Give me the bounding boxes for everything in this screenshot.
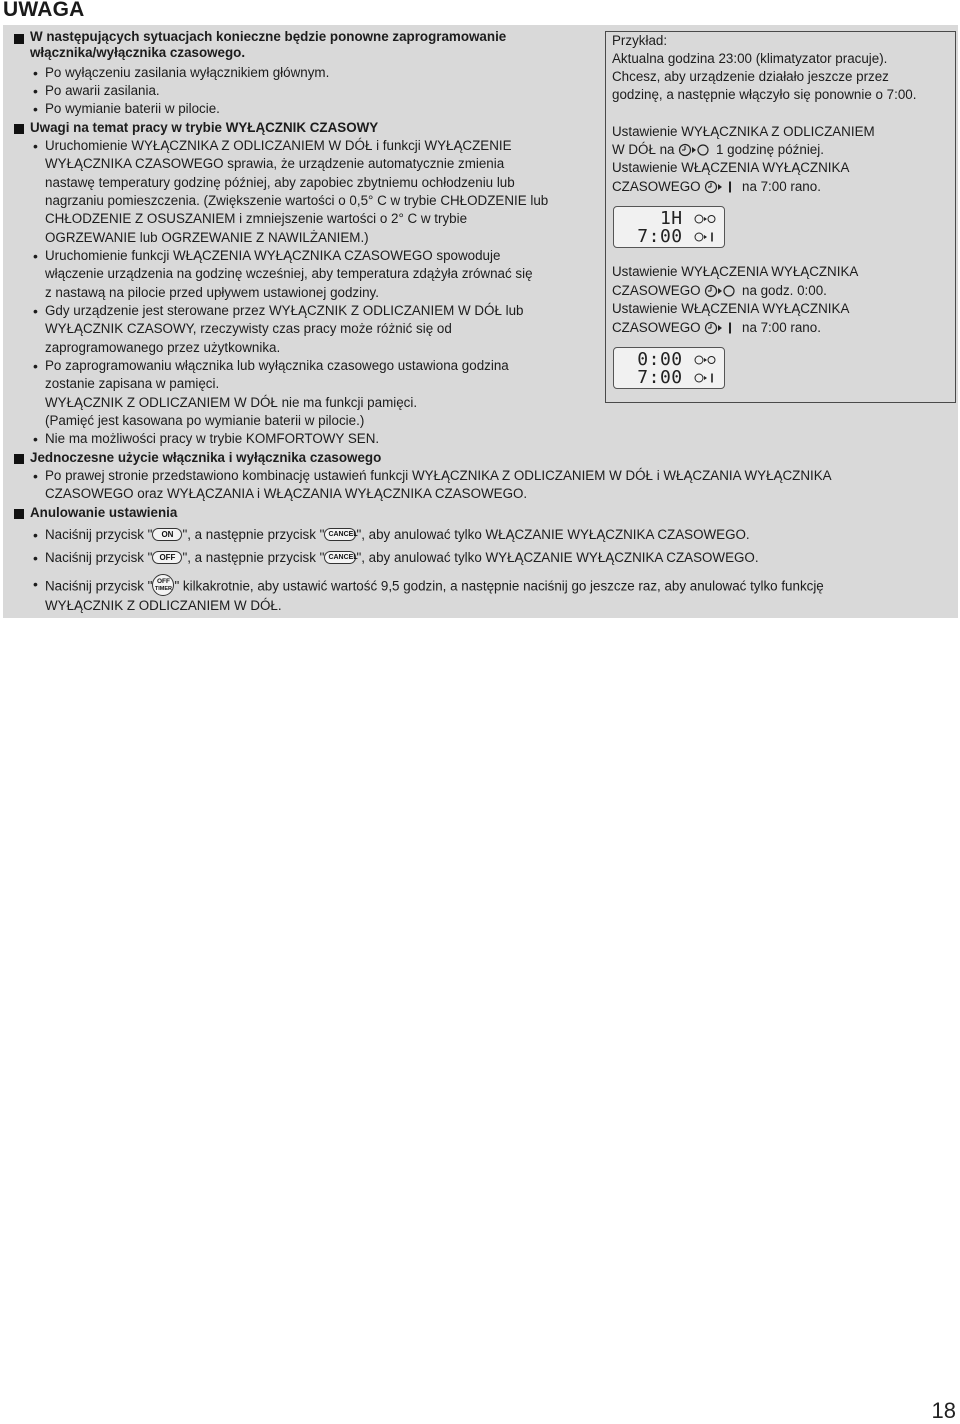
example-case2-line: Ustawienie WYŁĄCZENIA WYŁĄCZNIKA	[612, 264, 859, 279]
bullet-icon: •	[33, 101, 38, 117]
paragraph-line: Po zaprogramowaniu włącznika lub wyłącznika czasowego ustawiona godzina	[45, 358, 509, 373]
timer-off-icon	[678, 143, 712, 157]
cancel-instruction-off: Naciśnij przycisk " OFF ", a następnie przycisk " CANCEL", aby anulować tylko WYŁĄCZANIE WYŁĄCZNIKA CZASOWEGO.	[45, 550, 759, 565]
section2-heading: Uwagi na temat pracy w trybie WYŁĄCZNIK CZASOWY	[30, 120, 379, 135]
bullet-icon: •	[33, 576, 38, 592]
display-row: 1H	[660, 210, 716, 228]
paragraph-line: nagrzaniu pomieszczenia. (Zwiększenie wartości o 0,5° C w trybie CHŁODZENIE lub	[45, 193, 549, 208]
paragraph-line: Nie ma możliwości pracy w trybie KOMFORTOWY SEN.	[45, 431, 380, 446]
list-item: Po wyłączeniu zasilania wyłącznikiem głównym.	[45, 65, 330, 80]
example-intro-line: godzinę, a następnie włączyło się ponownie o 7:00.	[612, 87, 917, 102]
bullet-icon: •	[33, 358, 38, 374]
paragraph-line: włączenie urządzenia na godzinę wcześniej, aby temperatura zdążyła zrównać się	[45, 266, 533, 281]
section-marker-icon	[14, 34, 24, 44]
paragraph-line: WYŁĄCZNIK CZASOWY, rzeczywisty czas pracy może różnić się od	[45, 321, 452, 336]
paragraph-line: Uruchomienie funkcji WŁĄCZENIA WYŁĄCZNIKA CZASOWEGO spowoduje	[45, 248, 501, 263]
bullet-icon: •	[33, 83, 38, 99]
cancel-button-icon: CANCEL	[324, 528, 356, 541]
display-row: 7:00	[637, 369, 716, 387]
paragraph-line: nastawę temperatury godzinę później, aby zapobiec zbytniemu ochłodzeniu lub	[45, 175, 515, 190]
page-number: 18	[931, 1398, 956, 1423]
section-marker-icon	[14, 124, 24, 134]
section-marker-icon	[14, 509, 24, 519]
bullet-icon: •	[33, 65, 38, 81]
example-label: Przykład:	[612, 33, 668, 48]
paragraph-line: zostanie zapisana w pamięci.	[45, 376, 220, 391]
bullet-icon: •	[33, 248, 38, 264]
display-row: 0:00	[637, 351, 716, 369]
example-intro-line: Chcesz, aby urządzenie działało jeszcze przez	[612, 69, 889, 84]
list-item: Po wymianie baterii w pilocie.	[45, 101, 220, 116]
list-item: Po awarii zasilania.	[45, 83, 160, 98]
example-case1-line: W DÓŁ na 1 godzinę później.	[612, 142, 824, 157]
paragraph-line: OGRZEWANIE lub OGRZEWANIE Z NAWILŻANIEM.)	[45, 230, 369, 245]
cancel-instruction-on: Naciśnij przycisk " ON ", a następnie przycisk " CANCEL", aby anulować tylko WŁĄCZANIE WYŁĄCZNIKA CZASOWEGO.	[45, 527, 750, 542]
section1-heading: W następujących sytuacjach konieczne będzie ponowne zaprogramowanie	[30, 29, 507, 44]
timer-on-icon	[704, 180, 738, 194]
page-title: UWAGA	[3, 0, 85, 21]
bullet-icon: •	[33, 303, 38, 319]
paragraph-line: Po prawej stronie przedstawiono kombinację ustawień funkcji WYŁĄCZNIKA Z ODLICZANIEM W DÓŁ i WŁĄCZANIA WYŁĄCZNIKA	[45, 468, 832, 483]
paragraph-line: (Pamięć jest kasowana po wymianie baterii w pilocie.)	[45, 413, 365, 428]
example-intro-line: Aktualna godzina 23:00 (klimatyzator pracuje).	[612, 51, 888, 66]
timer-on-icon	[694, 231, 716, 243]
paragraph-line: CZASOWEGO oraz WYŁĄCZANIA i WŁĄCZANIA WYŁĄCZNIKA CZASOWEGO.	[45, 486, 528, 501]
paragraph-line: WYŁĄCZNIK Z ODLICZANIEM W DÓŁ.	[45, 598, 282, 613]
paragraph-line: WYŁĄCZNIK Z ODLICZANIEM W DÓŁ nie ma funkcji pamięci.	[45, 395, 418, 410]
bullet-icon: •	[33, 468, 38, 484]
paragraph-line: WYŁĄCZNIKA CZASOWEGO sprawia, że urządzenie automatycznie zmienia	[45, 156, 505, 171]
timer-off-icon	[694, 213, 716, 225]
timer-on-icon	[694, 372, 716, 384]
paragraph-line: Uruchomienie WYŁĄCZNIKA Z ODLICZANIEM W DÓŁ i funkcji WYŁĄCZENIE	[45, 138, 512, 153]
cancel-button-icon: CANCEL	[324, 551, 356, 564]
cancel-instruction-off-timer: Naciśnij przycisk " OFF TIMER " kilkakrotnie, aby ustawić wartość 9,5 godzin, a następnie naciśnij go jeszcze raz, aby anulować tylko funkcję	[45, 576, 824, 598]
timer-on-icon	[704, 321, 738, 335]
paragraph-line: Gdy urządzenie jest sterowane przez WYŁĄCZNIK Z ODLICZANIEM W DÓŁ lub	[45, 303, 524, 318]
section1-heading-cont: włącznika/wyłącznika czasowego.	[30, 45, 246, 60]
example-case2-line: CZASOWEGO na godz. 0:00.	[612, 283, 827, 298]
remote-display	[613, 347, 725, 389]
section4-heading: Anulowanie ustawienia	[30, 505, 178, 520]
example-case1-line: Ustawienie WŁĄCZENIA WYŁĄCZNIKA	[612, 160, 850, 175]
bullet-icon: •	[33, 431, 38, 447]
paragraph-line: z nastawą na pilocie przed upływem ustawionej godziny.	[45, 285, 379, 300]
paragraph-line: zaprogramowanego przez użytkownika.	[45, 340, 281, 355]
example-case1-line: CZASOWEGO na 7:00 rano.	[612, 179, 821, 194]
example-case2-line: CZASOWEGO na 7:00 rano.	[612, 320, 821, 335]
section3-heading: Jednoczesne użycie włącznika i wyłącznika czasowego	[30, 450, 382, 465]
example-case1-line: Ustawienie WYŁĄCZNIKA Z ODLICZANIEM	[612, 124, 875, 139]
example-case2-line: Ustawienie WŁĄCZENIA WYŁĄCZNIKA	[612, 301, 850, 316]
off-button-icon: OFF	[152, 551, 182, 564]
bullet-icon: •	[33, 550, 38, 566]
timer-off-icon	[694, 354, 716, 366]
bullet-icon: •	[33, 138, 38, 154]
remote-display	[613, 206, 725, 248]
section-marker-icon	[14, 454, 24, 464]
bullet-icon: •	[33, 527, 38, 543]
display-row: 7:00	[637, 228, 716, 246]
off-timer-button-icon: OFF TIMER	[152, 574, 174, 596]
paragraph-line: CHŁODZENIE Z OSUSZANIEM i zmniejszenie wartości o 2° C w trybie	[45, 211, 468, 226]
on-button-icon: ON	[152, 528, 182, 541]
timer-off-icon	[704, 284, 738, 298]
